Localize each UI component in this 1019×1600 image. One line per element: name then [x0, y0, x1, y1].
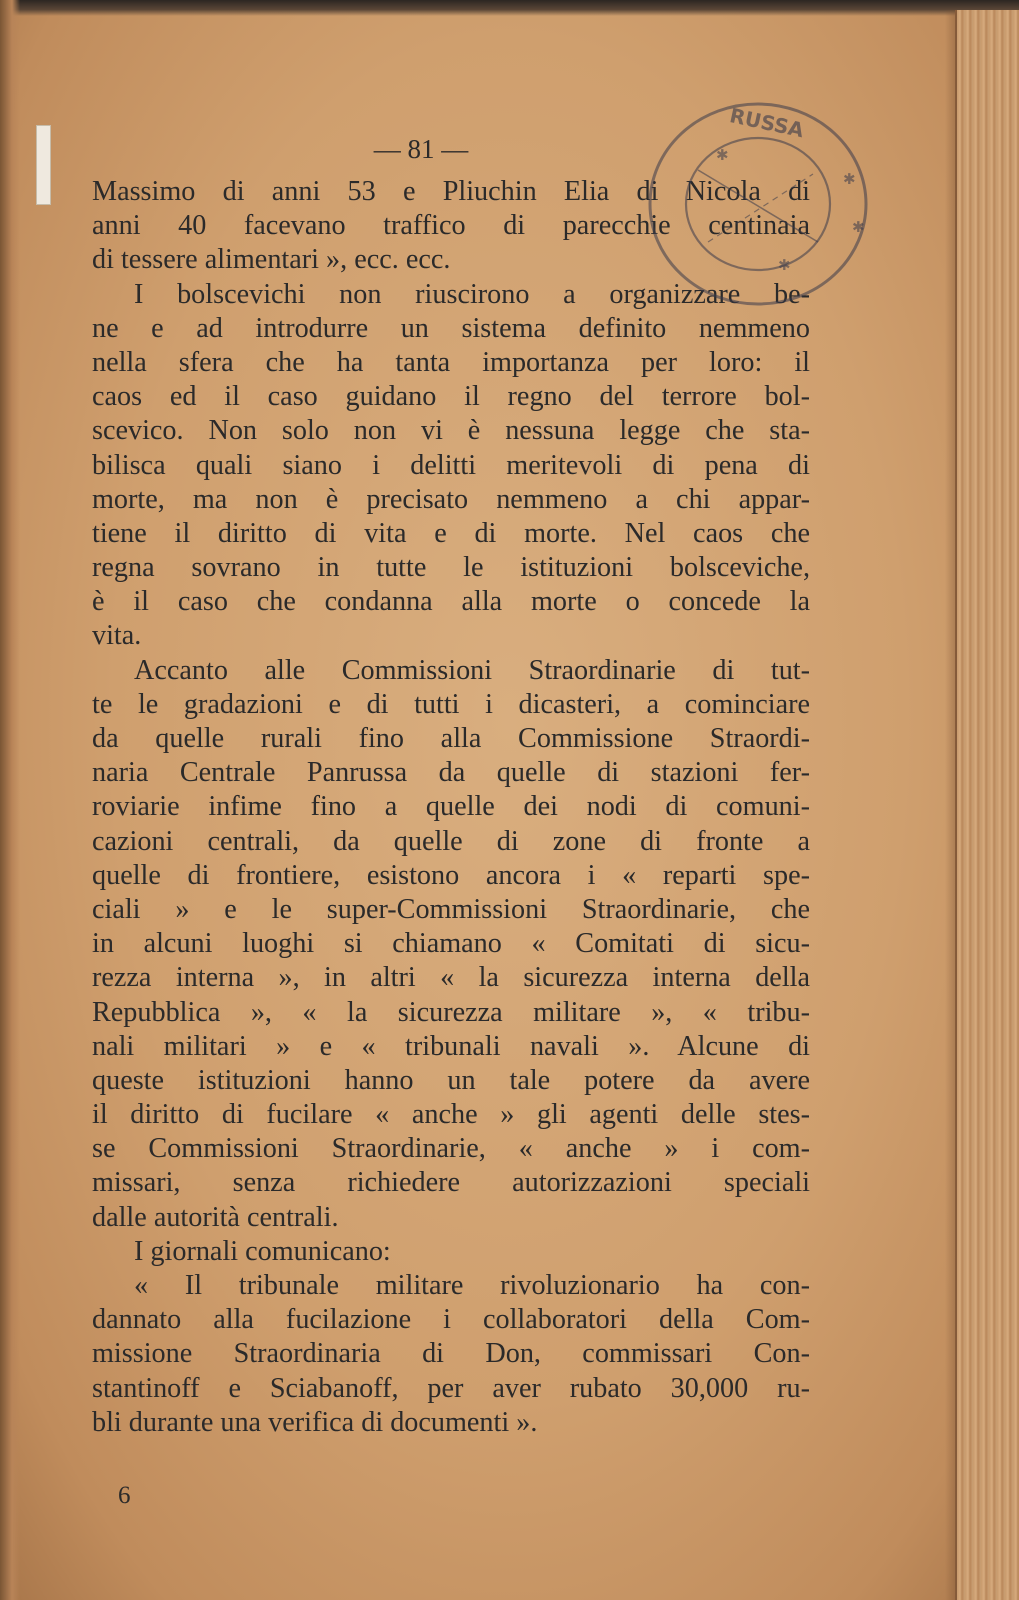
text-line: regna sovrano in tutte le istituzioni bolsceviche,	[92, 552, 810, 584]
svg-text:✱: ✱	[843, 170, 856, 188]
text-line: dalle autorità centrali.	[92, 1201, 339, 1233]
text-line: rezza interna », in altri « la sicurezza interna della	[92, 962, 810, 994]
book-left-edge	[0, 0, 20, 1600]
text-line: il diritto di fucilare « anche » gli agenti delle stes-	[92, 1099, 810, 1131]
text-line: bli durante una verifica di documenti ».	[92, 1406, 538, 1438]
text-line: anni 40 facevano traffico di parecchie centinaia	[92, 210, 810, 242]
text-line: bilisca quali siano i delitti meritevoli di pena di	[92, 449, 810, 481]
text-line: caos ed il caso guidano il regno del terrore bol-	[92, 381, 810, 413]
text-line: missione Straordinaria di Don, commissari Con-	[92, 1338, 810, 1370]
text-line: I giornali comunicano:	[134, 1235, 391, 1267]
text-line: se Commissioni Straordinarie, « anche » i com-	[92, 1133, 810, 1165]
page-edges-stack	[955, 10, 1019, 1600]
text-line: missari, senza richiedere autorizzazioni speciali	[92, 1167, 810, 1199]
text-line: « Il tribunale militare rivoluzionario ha con-	[134, 1270, 810, 1301]
text-line: queste istituzioni hanno un tale potere da avere	[92, 1064, 810, 1096]
text-line: cazioni centrali, da quelle di zone di fronte a	[92, 825, 810, 857]
book-top-edge	[0, 0, 1019, 16]
text-line: naria Centrale Panrussa da quelle di stazioni fer-	[92, 757, 810, 789]
text-line: I bolscevichi non riuscirono a organizzare be-	[134, 278, 810, 310]
stamp-text: RUSSA	[727, 103, 806, 143]
text-line: nali militari » e « tribunali navali ». Alcune di	[92, 1030, 810, 1062]
body-text	[92, 175, 810, 1440]
text-line: di tessere alimentari », ecc. ecc.	[92, 244, 451, 276]
text-line: è il caso che condanna alla morte o concede la	[92, 586, 810, 618]
text-line: da quelle rurali fino alla Commissione Straordi-	[92, 723, 810, 754]
svg-text:✱: ✱	[778, 256, 791, 274]
page-number-header: — 81 —	[373, 134, 469, 164]
text-line: vita.	[92, 620, 142, 652]
text-line: roviarie infime fino a quelle dei nodi di comuni-	[92, 791, 810, 823]
bookmark-strip	[36, 125, 51, 205]
text-line: te le gradazioni e di tutti i dicasteri, a cominciare	[92, 688, 810, 720]
svg-text:✱: ✱	[716, 146, 729, 164]
text-line: quelle di frontiere, esistono ancora i « reparti spe-	[92, 859, 810, 891]
text-line: in alcuni luoghi si chiamano « Comitati di sicu-	[92, 928, 810, 960]
text-line: ciali » e le super-Commissioni Straordinarie, che	[92, 893, 810, 925]
text-line: ne e ad introdurre un sistema definito nemmeno	[92, 312, 810, 344]
postmark-stamp-icon	[628, 92, 878, 332]
text-line: Repubblica », « la sicurezza militare », « tribu-	[92, 996, 810, 1028]
text-line: morte, ma non è precisato nemmeno a chi appar-	[92, 483, 810, 515]
text-line: scevico. Non solo non vi è nessuna legge che sta-	[92, 415, 810, 447]
text-line: stantinoff e Sciabanoff, per aver rubato 30,000 ru-	[92, 1372, 810, 1404]
text-line: Massimo di anni 53 e Pliuchin Elia di Nicola di	[92, 176, 810, 207]
svg-text:✱: ✱	[852, 218, 865, 236]
text-line: dannato alla fucilazione i collaboratori della Com-	[92, 1304, 810, 1336]
signature-mark: 6	[118, 1482, 131, 1509]
text-line: nella sfera che ha tanta importanza per loro: il	[92, 346, 810, 378]
text-line: Accanto alle Commissioni Straordinarie di tut-	[134, 654, 810, 686]
text-line: tiene il diritto di vita e di morte. Nel caos che	[92, 517, 810, 549]
